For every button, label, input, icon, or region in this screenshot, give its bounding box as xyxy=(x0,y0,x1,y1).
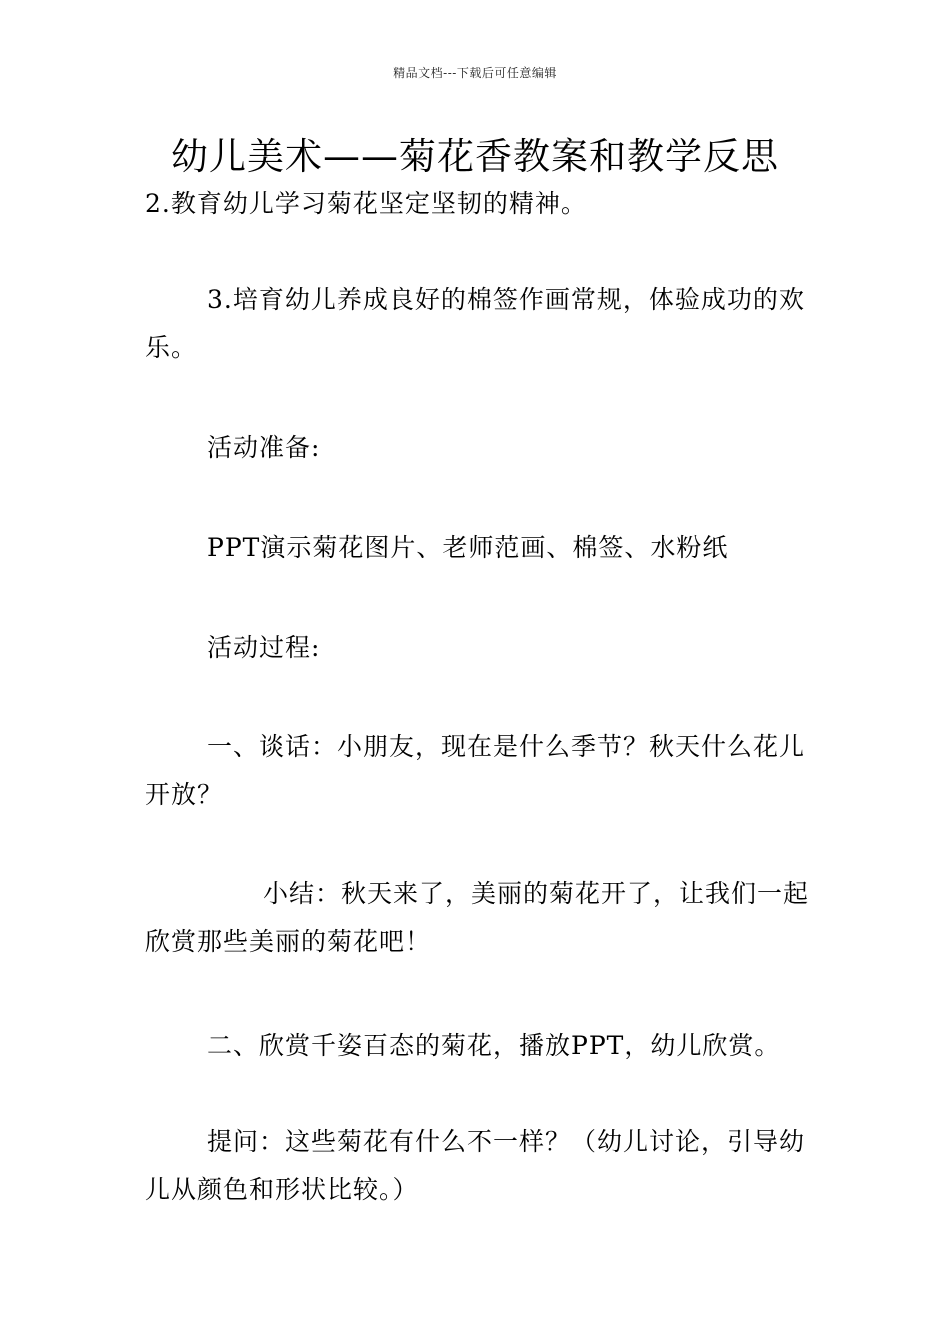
document-title: 幼儿美术——菊花香教案和教学反思 xyxy=(171,135,779,178)
paragraph-conversation: 一、谈话：小朋友，现在是什么季节？秋天什么花儿开放？ xyxy=(145,732,806,809)
paragraph-goal-2: 2.教育幼儿学习菊花坚定坚韧的精神。 xyxy=(145,189,587,218)
paragraph-process-heading: 活动过程: xyxy=(207,633,321,662)
paragraph-goal-3: 3.培育幼儿养成良好的棉签作画常规，体验成功的欢乐。 xyxy=(145,285,805,362)
page-header: 精品文档---下载后可任意编辑 xyxy=(393,66,557,80)
paragraph-preparation-materials: PPT演示菊花图片、老师范画、棉签、水粉纸 xyxy=(207,533,729,562)
paragraph-summary: 小结：秋天来了，美丽的菊花开了，让我们一起欣赏那些美丽的菊花吧！ xyxy=(145,879,810,956)
paragraph-question: 提问：这些菊花有什么不一样？（幼儿讨论，引导幼儿从颜色和形状比较。） xyxy=(145,1127,806,1204)
paragraph-appreciation: 二、欣赏千姿百态的菊花，播放PPT，幼儿欣赏。 xyxy=(207,1031,781,1060)
paragraph-preparation-heading: 活动准备: xyxy=(207,433,321,462)
